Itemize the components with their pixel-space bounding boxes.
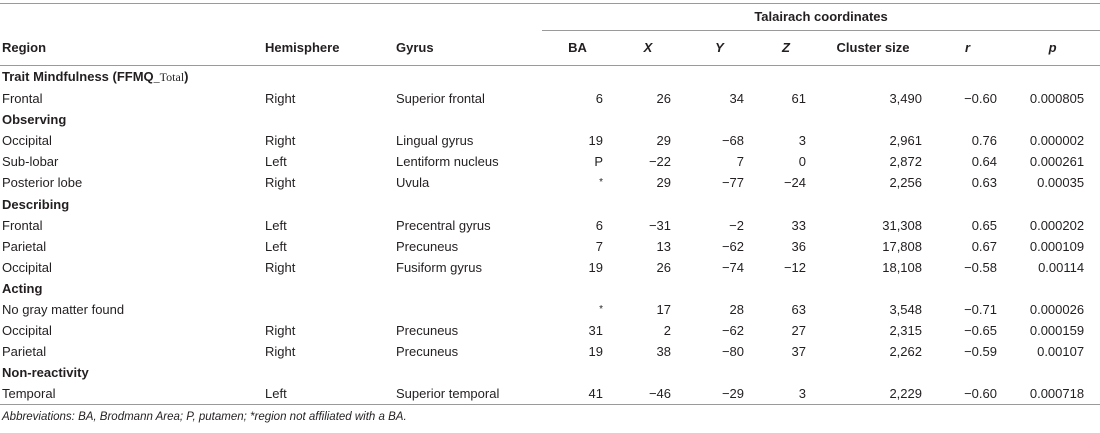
- cell-r: 0.67: [971, 238, 997, 254]
- cell-p: 0.00107: [1037, 344, 1085, 360]
- cell-p: 0.000159: [1029, 323, 1085, 339]
- header-hemisphere: Hemisphere: [265, 40, 340, 55]
- cell-hemisphere: Right: [265, 323, 296, 339]
- cell-gyrus: Lentiform nucleus: [396, 154, 499, 170]
- cell-ba: P: [594, 154, 603, 170]
- results-table: [0, 3, 1100, 405]
- group-label: Acting: [2, 280, 43, 296]
- cell-p: 0.000805: [1029, 91, 1085, 107]
- group-row: [0, 193, 1100, 214]
- header-cluster-size: Cluster size: [836, 40, 910, 55]
- cell-x: −22: [648, 154, 671, 170]
- group-label: Observing: [2, 112, 67, 128]
- talairach-header: Talairach coordinates: [542, 4, 1100, 31]
- cell-z: 3: [798, 386, 806, 402]
- cell-region: Parietal: [2, 238, 47, 254]
- cell-x: 29: [656, 133, 671, 149]
- cell-gyrus: [396, 299, 542, 320]
- cell-x: −46: [648, 386, 671, 402]
- cell-gyrus: Lingual gyrus: [396, 133, 474, 149]
- cell-cluster-size: 2,256: [889, 175, 922, 191]
- cell-gyrus: Precuneus: [396, 323, 459, 339]
- footnote: Abbreviations: BA, Brodmann Area; P, putamen; *region not affiliated with a BA.: [2, 411, 407, 423]
- cell-y: −2: [729, 217, 744, 233]
- cell-x: 26: [656, 259, 671, 275]
- cell-p: 0.000202: [1029, 217, 1085, 233]
- cell-region: Frontal: [2, 91, 43, 107]
- cell-gyrus: Fusiform gyrus: [396, 259, 482, 275]
- cell-r: −0.59: [964, 344, 997, 360]
- cell-cluster-size: 3,548: [889, 301, 922, 317]
- cell-r: −0.71: [964, 301, 997, 317]
- cell-z: 3: [798, 133, 806, 149]
- group-row: [0, 66, 1100, 89]
- cell-hemisphere: Right: [265, 91, 296, 107]
- cell-region: Temporal: [2, 386, 56, 402]
- cell-cluster-size: 2,961: [889, 133, 922, 149]
- cell-y: −80: [721, 344, 744, 360]
- table-row: [0, 320, 1100, 341]
- cell-ba: 7: [595, 238, 603, 254]
- cell-z: 27: [791, 323, 806, 339]
- cell-ba: 6: [595, 217, 603, 233]
- cell-ba: 19: [588, 259, 603, 275]
- cell-x: 29: [656, 175, 671, 191]
- cell-p: 0.00114: [1038, 259, 1085, 275]
- table-row: [0, 299, 1100, 320]
- cell-p: 0.000109: [1029, 238, 1085, 254]
- table-row: [0, 215, 1100, 236]
- header-row: [0, 31, 1100, 66]
- cell-y: 34: [729, 91, 744, 107]
- cell-z: −24: [783, 175, 806, 191]
- cell-y: 28: [729, 301, 744, 317]
- cell-x: 38: [656, 344, 671, 360]
- cell-z: 63: [791, 301, 806, 317]
- cell-y: −29: [721, 386, 744, 402]
- cell-region: No gray matter found: [2, 301, 125, 317]
- cell-y: 7: [736, 154, 744, 170]
- group-row: [0, 109, 1100, 130]
- table-row: [0, 257, 1100, 278]
- cell-cluster-size: 17,808: [882, 238, 922, 254]
- cell-r: −0.60: [964, 91, 997, 107]
- cell-r: 0.65: [971, 217, 997, 233]
- cell-ba: 6: [595, 91, 603, 107]
- group-row: [0, 362, 1100, 383]
- cell-hemisphere: Right: [265, 133, 296, 149]
- cell-hemisphere: Right: [265, 344, 296, 360]
- cell-x: 13: [656, 238, 671, 254]
- cell-r: −0.60: [964, 386, 997, 402]
- cell-y: −62: [721, 323, 744, 339]
- header-x: X: [643, 40, 653, 55]
- cell-cluster-size: 2,315: [889, 323, 922, 339]
- cell-hemisphere: Left: [265, 386, 287, 402]
- cell-gyrus: Precuneus: [396, 344, 459, 360]
- cell-ba: 41: [588, 386, 603, 402]
- cell-r: −0.58: [964, 259, 997, 275]
- cell-gyrus: Precuneus: [396, 238, 459, 254]
- cell-r: 0.64: [971, 154, 997, 170]
- cell-region: Sub-lobar: [2, 154, 59, 170]
- table-row: [0, 88, 1100, 109]
- cell-region: Frontal: [2, 217, 43, 233]
- table-row: [0, 172, 1100, 193]
- table-row: [0, 151, 1100, 172]
- cell-ba: *: [599, 303, 603, 315]
- cell-x: 2: [663, 323, 671, 339]
- cell-hemisphere: Left: [265, 154, 287, 170]
- cell-x: −31: [648, 217, 671, 233]
- cell-ba: 19: [588, 344, 603, 360]
- cell-p: 0.000002: [1029, 133, 1085, 149]
- super-header-row: [0, 4, 1100, 32]
- cell-hemisphere: Right: [265, 259, 296, 275]
- cell-gyrus: Uvula: [396, 175, 430, 191]
- cell-z: 61: [791, 91, 806, 107]
- cell-p: 0.000026: [1029, 301, 1085, 317]
- cell-region: Parietal: [2, 344, 47, 360]
- header-z: Z: [782, 40, 790, 55]
- cell-r: −0.65: [964, 323, 997, 339]
- table-row: [0, 130, 1100, 151]
- cell-ba: 19: [588, 133, 603, 149]
- cell-z: −12: [783, 259, 806, 275]
- cell-hemisphere: Left: [265, 238, 287, 254]
- header-r: r: [964, 40, 971, 55]
- cell-p: 0.000261: [1029, 154, 1085, 170]
- cell-z: 33: [791, 217, 806, 233]
- cell-z: 36: [791, 238, 806, 254]
- cell-region: Occipital: [2, 133, 52, 149]
- cell-region: Occipital: [2, 323, 52, 339]
- cell-r: 0.76: [971, 133, 997, 149]
- header-ba: BA: [568, 40, 587, 55]
- cell-hemisphere: Right: [265, 175, 296, 191]
- cell-cluster-size: 2,872: [889, 154, 922, 170]
- cell-cluster-size: 3,490: [889, 91, 922, 107]
- cell-cluster-size: 18,108: [882, 259, 922, 275]
- cell-region: Occipital: [2, 259, 52, 275]
- header-p: p: [1048, 40, 1057, 55]
- cell-x: 17: [656, 301, 671, 317]
- cell-gyrus: Precentral gyrus: [396, 217, 491, 233]
- cell-r: 0.63: [971, 175, 997, 191]
- table-row: [0, 383, 1100, 405]
- header-y: Y: [715, 40, 724, 55]
- table-row: [0, 236, 1100, 257]
- cell-ba: *: [599, 177, 603, 189]
- cell-y: −62: [721, 238, 744, 254]
- cell-gyrus: Superior frontal: [396, 91, 485, 107]
- cell-cluster-size: 2,262: [889, 344, 922, 360]
- cell-z: 37: [791, 344, 806, 360]
- group-label: Describing: [2, 196, 70, 212]
- table-row: [0, 341, 1100, 362]
- cell-y: −74: [721, 259, 744, 275]
- cell-cluster-size: 2,229: [889, 386, 922, 402]
- group-row: [0, 278, 1100, 299]
- cell-cluster-size: 31,308: [882, 217, 922, 233]
- cell-gyrus: Superior temporal: [396, 386, 500, 402]
- header-region: Region: [2, 40, 47, 55]
- cell-p: 0.00035: [1037, 175, 1085, 191]
- cell-ba: 31: [588, 323, 603, 339]
- cell-hemisphere: Left: [265, 217, 287, 233]
- cell-y: −68: [721, 133, 744, 149]
- group-label: Trait Mindfulness (FFMQ_Total): [2, 69, 189, 84]
- cell-z: 0: [798, 154, 806, 170]
- group-label: Non-reactivity: [2, 365, 89, 381]
- cell-p: 0.000718: [1029, 386, 1085, 402]
- cell-y: −77: [721, 175, 744, 191]
- table-body: [0, 66, 1100, 405]
- cell-x: 26: [656, 91, 671, 107]
- cell-hemisphere: [265, 299, 396, 320]
- header-gyrus: Gyrus: [396, 40, 434, 55]
- cell-region: Posterior lobe: [2, 175, 83, 191]
